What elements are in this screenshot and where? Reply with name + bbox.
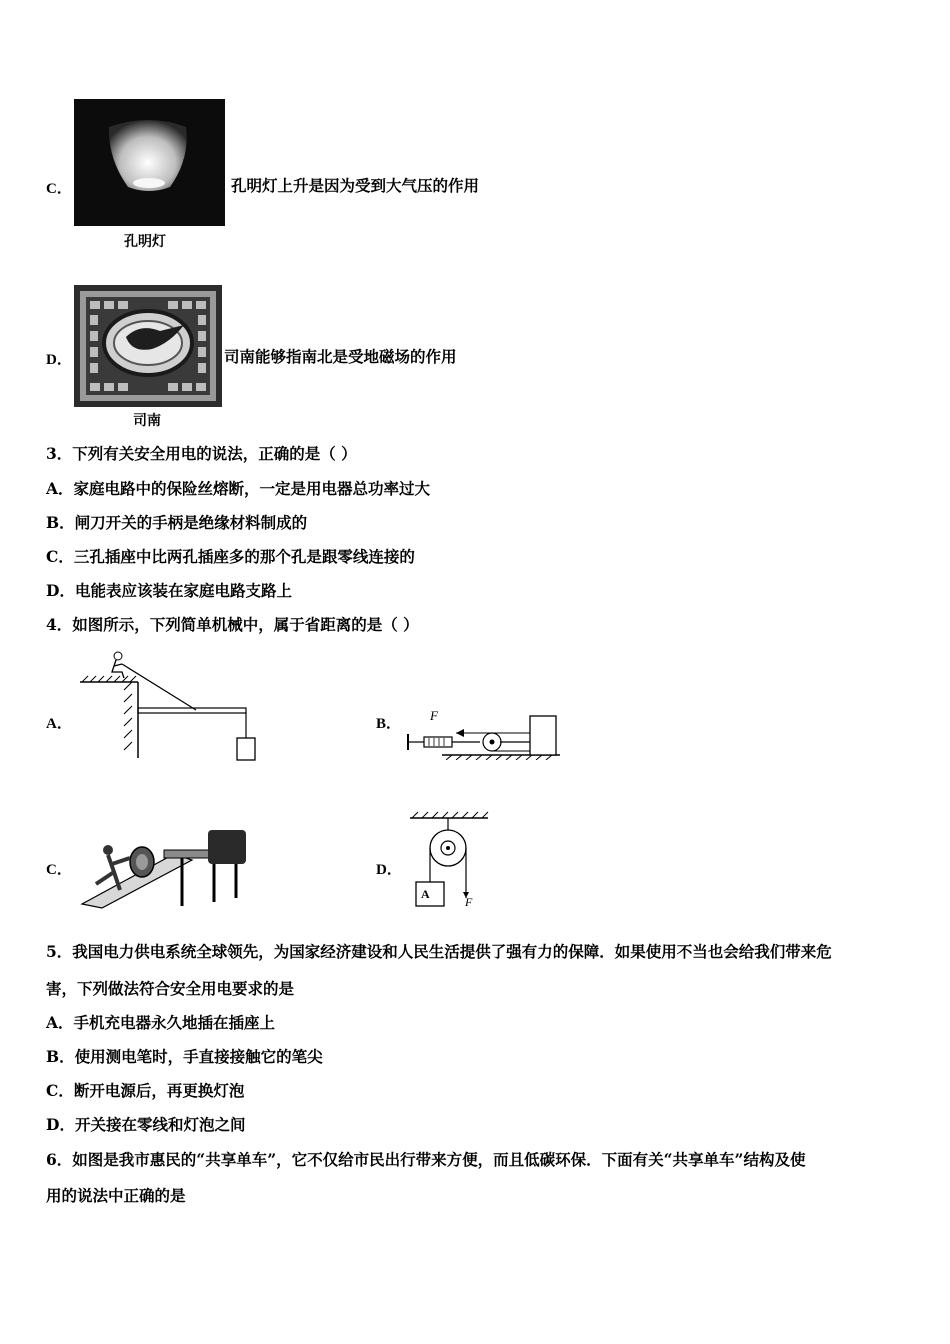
q2-option-d-text: 司南能够指南北是受地磁场的作用 xyxy=(224,347,457,366)
q2-option-d-label: D． xyxy=(46,352,72,368)
q5-option-d: D．开关接在零线和灯泡之间 xyxy=(46,1115,246,1134)
q4-d-force-label: F xyxy=(465,895,473,909)
q3-option-c: C．三孔插座中比两孔插座多的那个孔是跟零线连接的 xyxy=(46,547,415,566)
q4-option-d-label: D． xyxy=(376,862,402,878)
q6-stem-line2: 用的说法中正确的是 xyxy=(46,1186,186,1205)
q3-option-b: B．闸刀开关的手柄是绝缘材料制成的 xyxy=(46,513,308,532)
q2-option-c-text: 孔明灯上升是因为受到大气压的作用 xyxy=(231,176,480,195)
q5-option-b: B．使用测电笔时，手直接接触它的笔尖 xyxy=(46,1047,323,1066)
q3-stem: 3．下列有关安全用电的说法，正确的是（ ） xyxy=(46,444,357,463)
q4-pulley-spring-scale-diagram xyxy=(404,708,564,764)
q5-stem-line1: 5．我国电力供电系统全球领先，为国家经济建设和人民生活提供了强有力的保障．如果使用不当也会给我们带来危 xyxy=(46,942,832,961)
q5-option-a: A．手机充电器永久地插在插座上 xyxy=(46,1013,276,1032)
q3-option-a: A．家庭电路中的保险丝熔断，一定是用电器总功率过大 xyxy=(46,479,431,498)
q6-stem-line1: 6．如图是我市惠民的“共享单车”，它不仅给市民出行带来方便，而且低碳环保．下面有关“共享单车”结构及使 xyxy=(46,1150,806,1169)
q4-option-c-label: C． xyxy=(46,862,72,878)
q2-option-c-label: C． xyxy=(46,181,72,197)
q4-b-force-label: F xyxy=(430,708,438,723)
q4-option-a-label: A． xyxy=(46,716,72,732)
q5-stem-line2: 害，下列做法符合安全用电要求的是 xyxy=(46,979,295,998)
sinan-compass-image xyxy=(74,285,222,407)
q4-movable-pulley-diagram xyxy=(404,810,494,918)
q3-option-d: D．电能表应该装在家庭电路支路上 xyxy=(46,581,292,600)
q4-inclined-plane-diagram xyxy=(76,828,248,914)
sinan-compass-caption: 司南 xyxy=(133,413,161,429)
kongming-lantern-caption: 孔明灯 xyxy=(124,234,166,250)
q4-stem: 4．如图所示，下列简单机械中，属于省距离的是（ ） xyxy=(46,615,419,634)
q4-lever-crane-diagram xyxy=(78,646,268,768)
q4-d-block-label: A xyxy=(421,887,430,901)
q5-option-c: C．断开电源后，再更换灯泡 xyxy=(46,1081,245,1100)
kongming-lantern-image xyxy=(74,99,225,226)
q4-option-b-label: B． xyxy=(376,716,402,732)
